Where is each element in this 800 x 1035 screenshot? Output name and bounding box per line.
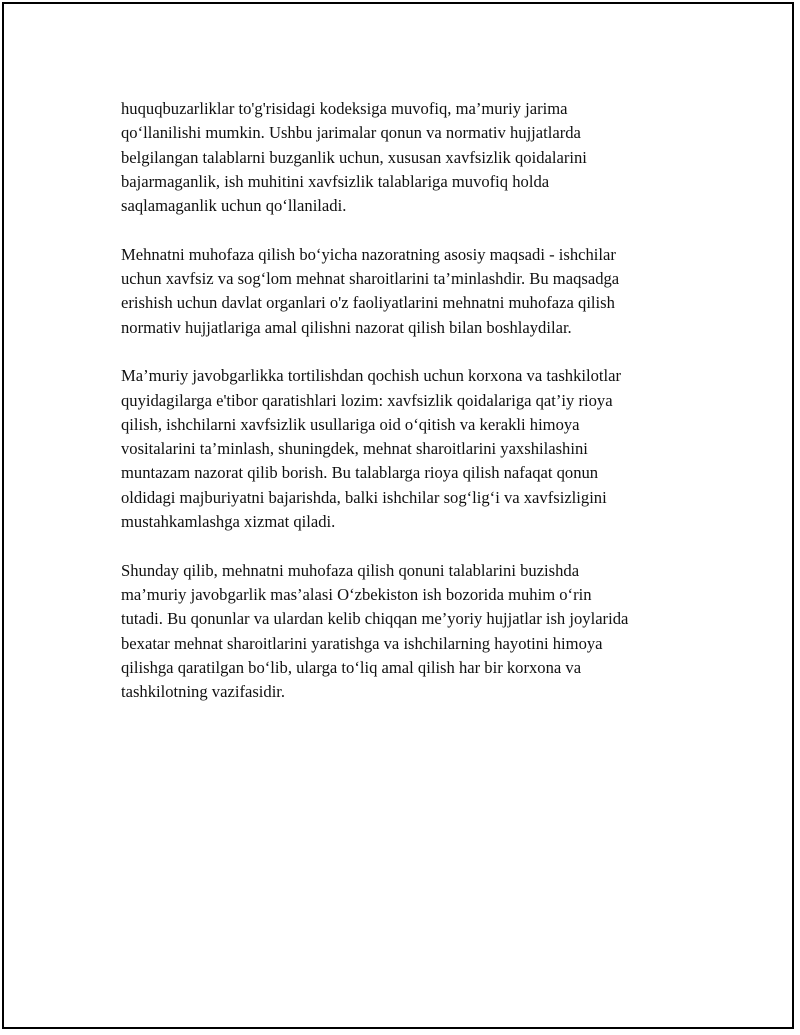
text-line: oldidagi majburiyatni bajarishda, balki ishchilar sog‘lig‘i va xavfsizligini bbox=[121, 487, 607, 507]
text-line: Mehnatni muhofaza qilish bo‘yicha nazoratning asosiy maqsadi - ishchilar bbox=[121, 244, 616, 264]
text-line: saqlamaganlik uchun qo‘llaniladi. bbox=[121, 196, 347, 216]
document-body bbox=[121, 97, 721, 729]
text-line: quyidagilarga e'tibor qaratishlari lozim: xavfsizlik qoidalariga qat’iy rioya bbox=[121, 390, 613, 410]
text-line: tutadi. Bu qonunlar va ulardan kelib chiqqan me’yoriy hujjatlar ish joylarida bbox=[121, 609, 629, 629]
paragraph-1 bbox=[121, 97, 721, 218]
paragraph-4 bbox=[121, 559, 721, 705]
text-line: qo‘llanilishi mumkin. Ushbu jarimalar qonun va normativ hujjatlarda bbox=[121, 123, 581, 143]
document-page bbox=[2, 2, 794, 1029]
paragraph-3 bbox=[121, 364, 721, 534]
text-line: Ma’muriy javobgarlikka tortilishdan qochish uchun korxona va tashkilotlar bbox=[121, 366, 622, 386]
paragraph-2 bbox=[121, 243, 721, 340]
text-line: qilish, ishchilarni xavfsizlik usullariga oid o‘qitish va kerakli himoya bbox=[121, 414, 580, 434]
text-line: bexatar mehnat sharoitlarini yaratishga va ishchilarning hayotini himoya bbox=[121, 633, 603, 653]
text-line: mustahkamlashga xizmat qiladi. bbox=[121, 512, 336, 532]
text-line: vositalarini ta’minlash, shuningdek, mehnat sharoitlarini yaxshilashini bbox=[121, 439, 588, 459]
text-line: ma’muriy javobgarlik mas’alasi O‘zbekiston ish bozorida muhim o‘rin bbox=[121, 584, 592, 604]
text-line: belgilangan talablarni buzganlik uchun, xususan xavfsizlik qoidalarini bbox=[121, 147, 587, 167]
text-line: erishish uchun davlat organlari o'z faoliyatlarini mehnatni muhofaza qilish bbox=[121, 293, 615, 313]
text-line: huquqbuzarliklar to'g'risidagi kodeksiga muvofiq, ma’muriy jarima bbox=[121, 99, 568, 118]
text-line: uchun xavfsiz va sog‘lom mehnat sharoitlarini ta’minlashdir. Bu maqsadga bbox=[121, 269, 620, 289]
text-line: tashkilotning vazifasidir. bbox=[121, 682, 286, 702]
text-line: Shunday qilib, mehnatni muhofaza qilish qonuni talablarini buzishda bbox=[121, 560, 580, 580]
text-line: qilishga qaratilgan bo‘lib, ularga to‘liq amal qilish har bir korxona va bbox=[121, 657, 582, 677]
text-line: muntazam nazorat qilib borish. Bu talablarga rioya qilish nafaqat qonun bbox=[121, 463, 599, 483]
text-line: bajarmaganlik, ish muhitini xavfsizlik talablariga muvofiq holda bbox=[121, 171, 550, 191]
text-line: normativ hujjatlariga amal qilishni nazorat qilish bilan boshlaydilar. bbox=[121, 317, 572, 337]
